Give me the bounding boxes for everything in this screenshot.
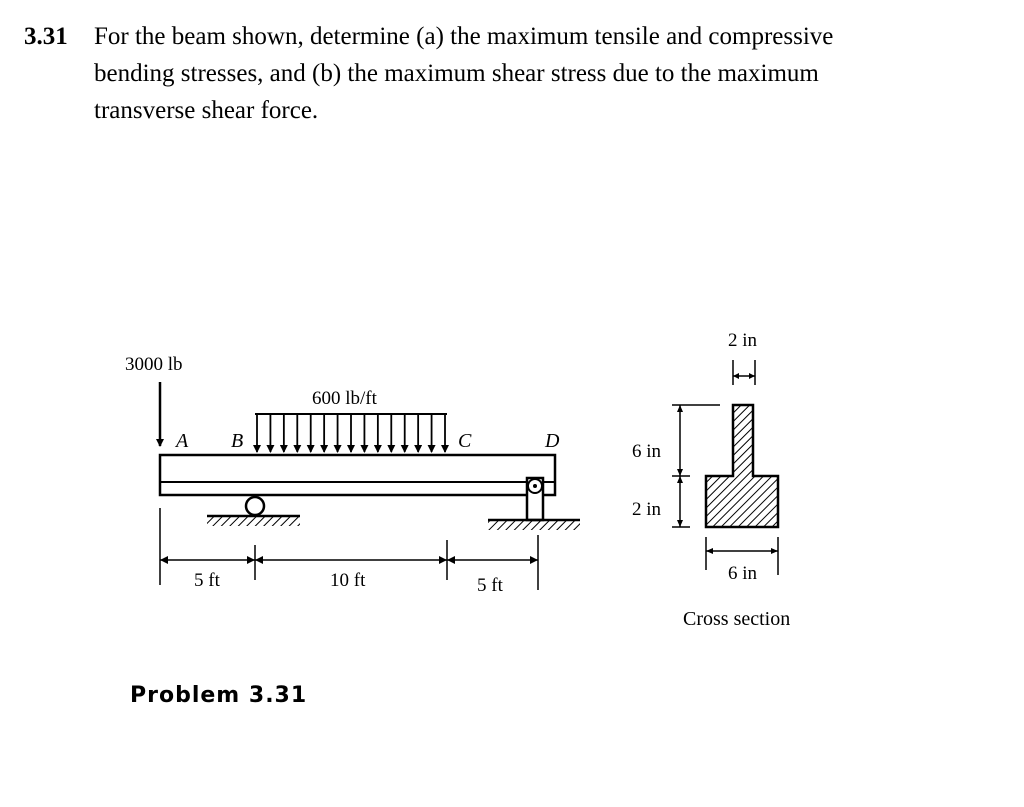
cross-section-shape	[706, 405, 778, 527]
flange-height-label: 2 in	[632, 499, 662, 520]
point-label-d: D	[545, 430, 560, 452]
problem-number: 3.31	[24, 23, 68, 50]
problem-line-1: For the beam shown, determine (a) the maximum tensile and compressive	[94, 23, 834, 50]
point-label-b: B	[231, 430, 244, 452]
span-label-bc: 10 ft	[330, 570, 366, 591]
point-label-c: C	[458, 430, 472, 452]
web-height-label: 6 in	[632, 441, 662, 462]
span-label-ab: 5 ft	[194, 570, 220, 591]
figure-caption: Problem 3.31	[130, 683, 308, 708]
roller-support	[207, 497, 300, 526]
problem-line-2: bending stresses, and (b) the maximum shear stress due to the maximum	[94, 60, 819, 87]
point-load-label: 3000 lb	[125, 354, 183, 375]
distributed-load-label: 600 lb/ft	[312, 388, 377, 409]
cross-section-caption: Cross section	[683, 608, 791, 630]
web-width-dimension	[733, 360, 755, 385]
span-label-cd: 5 ft	[477, 575, 503, 596]
problem-line-3: transverse shear force.	[94, 97, 319, 124]
beam	[160, 455, 555, 495]
web-width-label: 2 in	[728, 330, 758, 351]
point-label-a: A	[176, 430, 189, 452]
flange-width-label: 6 in	[728, 563, 758, 584]
distributed-load	[255, 414, 447, 452]
